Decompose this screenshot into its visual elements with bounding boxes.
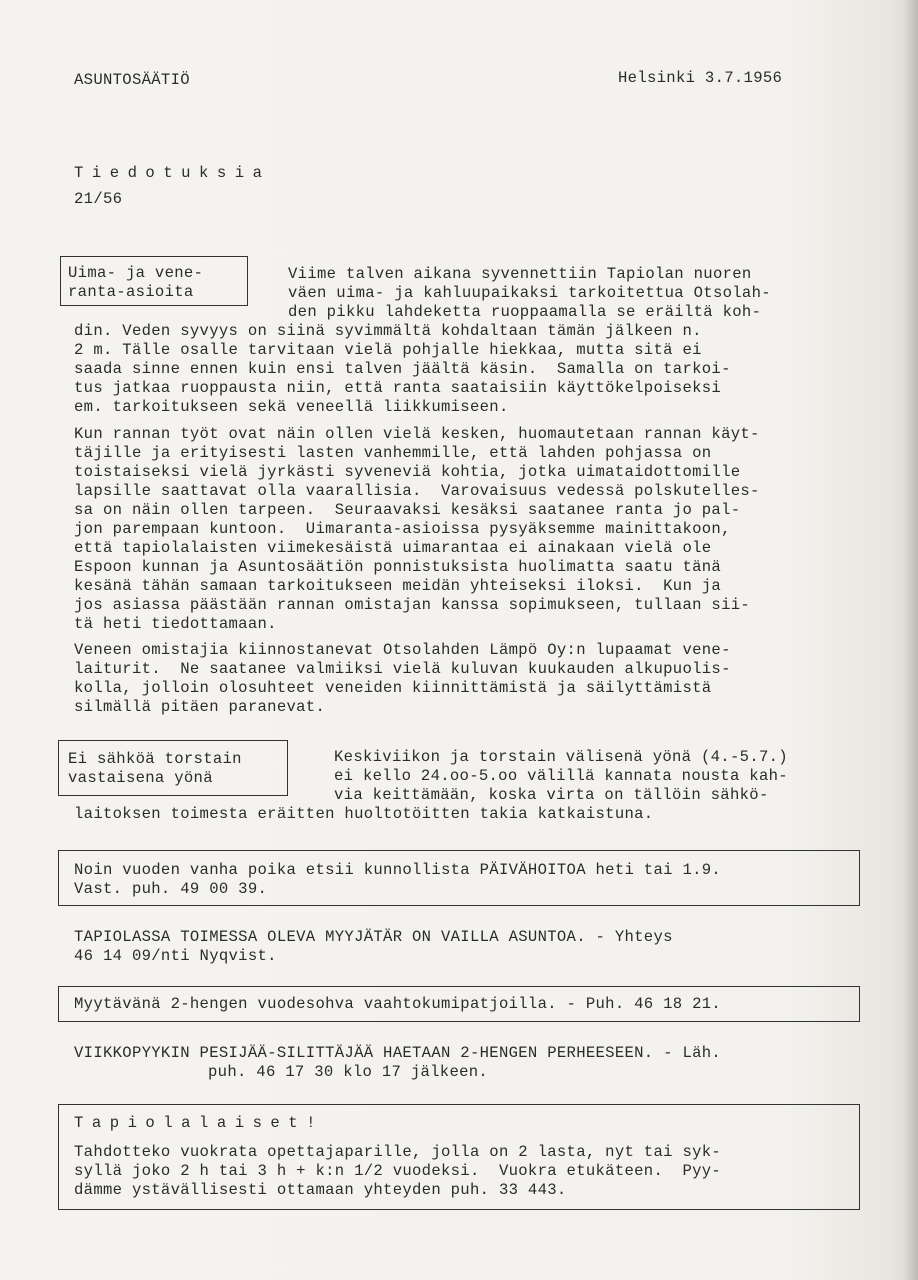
paragraph-line: Espoon kunnan ja Asuntosäätiön ponnistuksista huolimatta saatu tänä — [74, 558, 722, 576]
paragraph-line: tä heti tiedottamaan. — [74, 615, 277, 633]
paragraph-line: Kun rannan työt ovat näin ollen vielä kesken, huomautetaan rannan käyt- — [74, 425, 760, 443]
organization-name: ASUNTOSÄÄTIÖ — [74, 71, 190, 89]
paragraph-line: lapsille saattavat olla vaarallisia. Varovaisuus vedessä polskutelles- — [74, 482, 760, 500]
section-label-line: vastaisena yönä — [68, 769, 213, 787]
classified-ad-line: TAPIOLASSA TOIMESSA OLEVA MYYJÄTÄR ON VAILLA ASUNTOA. - Yhteys — [74, 928, 673, 946]
paragraph-line: Veneen omistajia kiinnostanevat Otsolahden Lämpö Oy:n lupaamat vene- — [74, 641, 731, 659]
bulletin-title: Tiedotuksia — [74, 164, 271, 182]
classified-ad-line: Myytävänä 2-hengen vuodesohva vaahtokumipatjoilla. - Puh. 46 18 21. — [74, 995, 722, 1013]
paragraph-line: sa on näin ollen tarpeen. Seuraavaksi kesäksi saatanee ranta jo pal- — [74, 501, 741, 519]
classified-ad-line: puh. 46 17 30 klo 17 jälkeen. — [208, 1063, 489, 1081]
paragraph-line: väen uima- ja kahluupaikaksi tarkoitettua Otsolah- — [288, 284, 771, 302]
paragraph-line: ei kello 24.oo-5.oo välillä kannata nousta kah- — [334, 767, 788, 785]
page-edge-shadow — [904, 0, 918, 1280]
paragraph-line: laitoksen toimesta eräitten huoltotöitten takia katkaistuna. — [74, 805, 654, 823]
bulletin-number: 21/56 — [74, 190, 123, 208]
section-label-line: Uima- ja vene- — [68, 264, 204, 282]
classified-ad-line: 46 14 09/nti Nyqvist. — [74, 947, 277, 965]
paragraph-line: kesänä tähän samaan tarkoitukseen meidän yhteiseksi iloksi. Kun ja — [74, 577, 722, 595]
classified-ad-line: VIIKKOPYYKIN PESIJÄÄ-SILITTÄJÄÄ HAETAAN 2-HENGEN PERHEESEEN. - Läh. — [74, 1044, 722, 1062]
paragraph-line: em. tarkoitukseen sekä veneellä liikkumiseen. — [74, 398, 509, 416]
paragraph-line: silmällä pitäen paranevat. — [74, 698, 326, 716]
paragraph-line: jon parempaan kuntoon. Uimaranta-asioissa pysyäksemme mainittakoon, — [74, 520, 731, 538]
section-label-line: ranta-asioita — [68, 283, 194, 301]
section-label-line: Ei sähköä torstain — [68, 750, 242, 768]
paragraph-line: Keskiviikon ja torstain välisenä yönä (4.-5.7.) — [334, 748, 788, 766]
paragraph-line: että tapiolalaisten viimekesäistä uimarantaa ei ainakaan vielä ole — [74, 539, 712, 557]
paragraph-line: Viime talven aikana syvennettiin Tapiolan nuoren — [288, 265, 752, 283]
paragraph-line: den pikku lahdeketta ruoppaamalla se eräiltä koh- — [288, 303, 762, 321]
classified-ad-line: Vast. puh. 49 00 39. — [74, 880, 268, 898]
paragraph-line: jos asiassa päästään rannan omistajan kanssa sopimukseen, tullaan sii- — [74, 596, 751, 614]
paragraph-line: laiturit. Ne saatanee valmiiksi vielä kuluvan kuukauden alkupuolis- — [74, 660, 731, 678]
paragraph-line: täjille ja erityisesti lasten vanhemmille, että lahden pohjassa on — [74, 444, 712, 462]
paragraph-line: toistaiseksi vielä jyrkästi syveneviä kohtia, jotka uimataidottomille — [74, 463, 741, 481]
paragraph-line: 2 m. Tälle osalle tarvitaan vielä pohjalle hiekkaa, mutta sitä ei — [74, 341, 702, 359]
classified-ad-line: Noin vuoden vanha poika etsii kunnollista PÄIVÄHOITOA heti tai 1.9. — [74, 861, 722, 879]
place-and-date: Helsinki 3.7.1956 — [618, 69, 783, 87]
paragraph-line: via keittämään, koska virta on tällöin sähkö- — [334, 786, 769, 804]
paragraph-line: din. Veden syvyys on siinä syvimmältä kohdaltaan tämän jälkeen n. — [74, 322, 702, 340]
classified-ad-line: syllä joko 2 h tai 3 h + k:n 1/2 vuodeksi. Vuokra etukäteen. Pyy- — [74, 1162, 722, 1180]
paragraph-line: tus jatkaa ruoppausta niin, että ranta saataisiin käyttökelpoiseksi — [74, 379, 722, 397]
paragraph-line: kolla, jolloin olosuhteet veneiden kiinnittämistä ja säilyttämistä — [74, 679, 712, 697]
classified-ad-line: dämme ystävällisesti ottamaan yhteyden puh. 33 443. — [74, 1181, 567, 1199]
classified-ad-line: Tahdotteko vuokrata opettajaparille, jolla on 2 lasta, nyt tai syk- — [74, 1143, 722, 1161]
classified-ad-heading: Tapiolalaiset! — [74, 1114, 325, 1132]
paragraph-line: saada sinne ennen kuin ensi talven jäältä käsin. Samalla on tarkoi- — [74, 360, 731, 378]
